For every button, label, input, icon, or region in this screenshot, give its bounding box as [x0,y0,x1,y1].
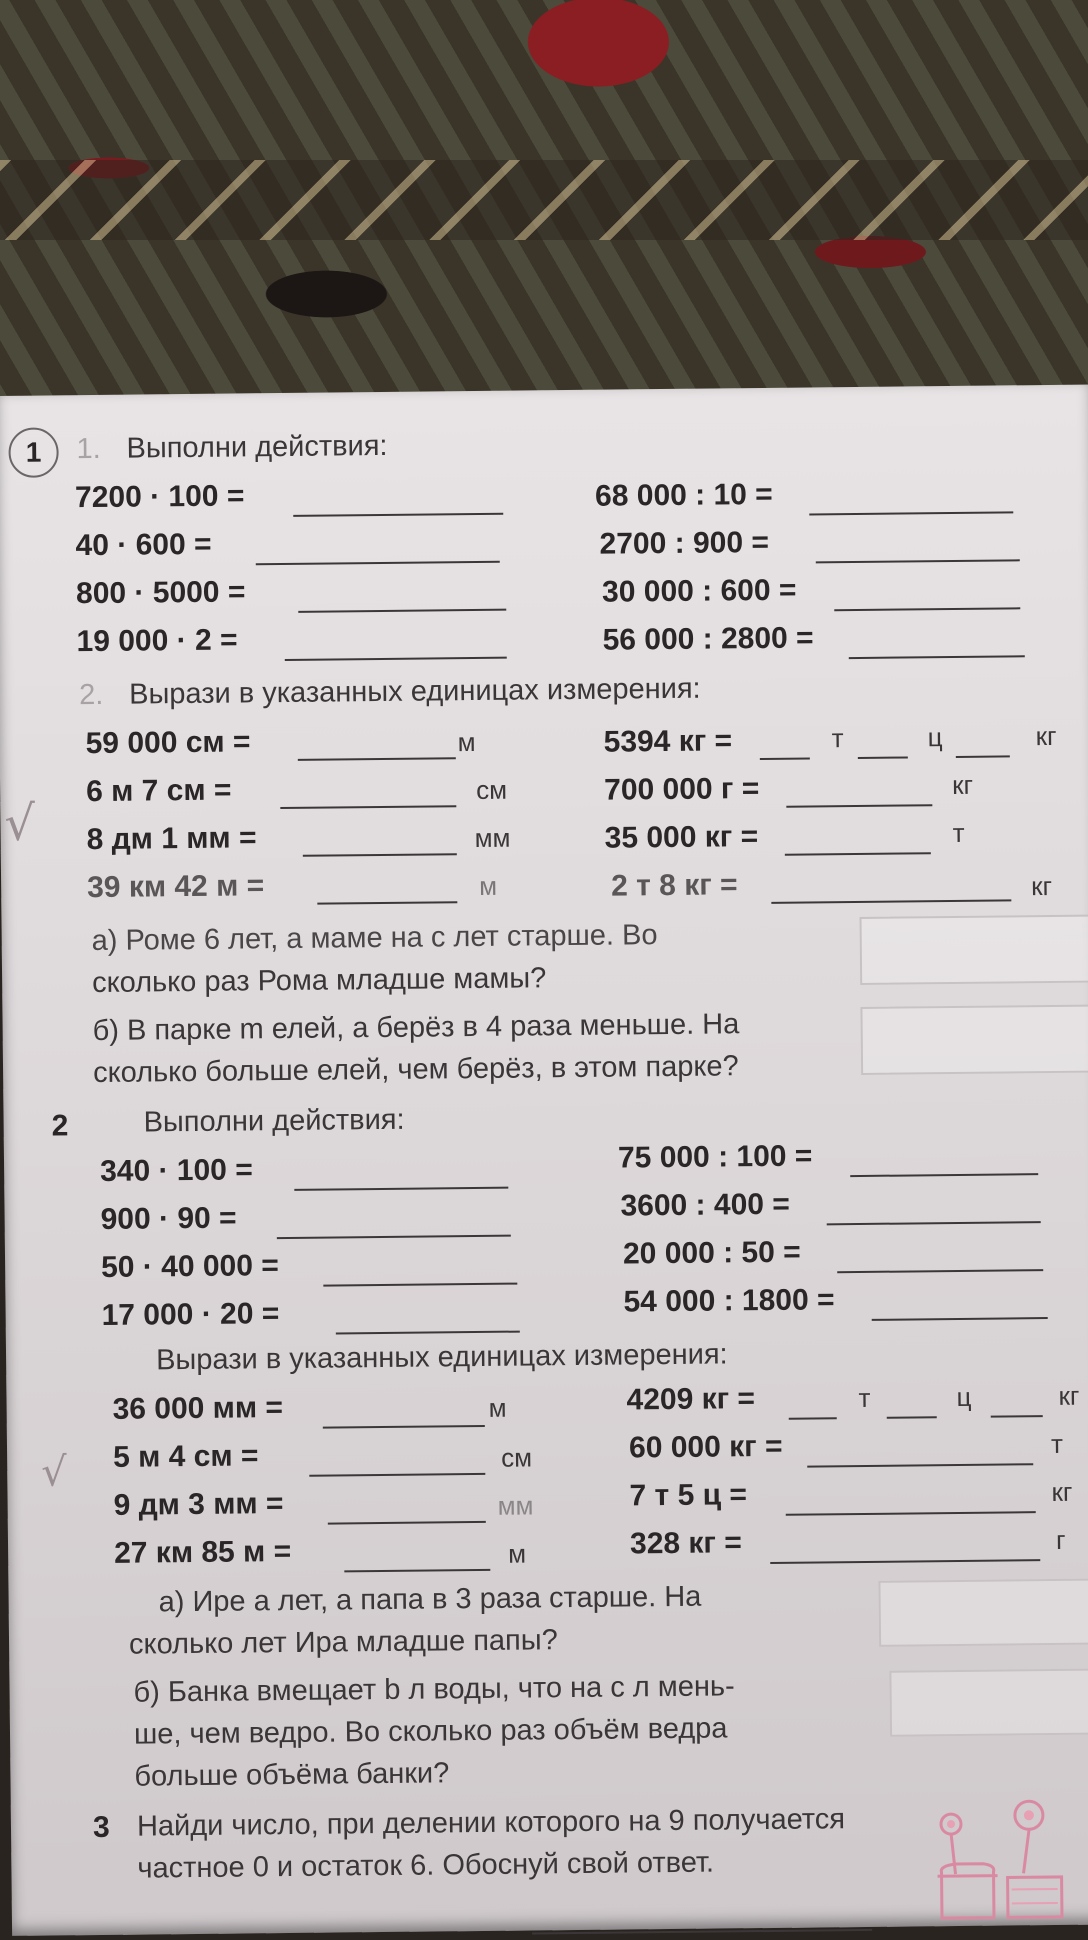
answer-line[interactable] [827,1221,1041,1225]
answer-line[interactable] [837,1269,1043,1273]
s3-line-2: частное 0 и остаток 6. Обоснуй свой ответ. [137,1846,715,1885]
answer-line[interactable] [809,511,1013,515]
s2-t1-right-0: 75 000 : 100 = [617,1139,813,1175]
unit-label: м [488,1392,507,1423]
answer-line[interactable] [770,1559,1040,1564]
unit-label: кг [1058,1380,1080,1411]
answer-line[interactable] [771,899,1011,904]
s2-task-3b-line-2: ше, чем ведро. Во сколько раз объём ведра [133,1712,728,1751]
s1-t1-right-0: 68 000 : 10 = [594,477,773,513]
s2-t1-right-1: 3600 : 400 = [620,1187,790,1223]
unit-label: м [457,726,476,758]
answer-line[interactable] [323,1283,517,1287]
answer-line[interactable] [789,1417,837,1420]
task-3a-line-2: сколько раз Рома младше мамы? [91,962,547,1000]
unit-label: т [831,723,844,754]
section-1-badge: 1 [8,427,59,478]
task-3a-line-1: а) Роме 6 лет, а маме на с лет старше. Во [91,919,658,958]
unit-label: кг [1031,870,1053,902]
answer-line[interactable] [760,757,810,760]
answer-line[interactable] [298,609,506,613]
answer-line[interactable] [786,804,932,808]
s2-task-3b-line-3: больше объёма банки? [134,1757,450,1793]
answer-line[interactable] [991,1415,1043,1418]
answer-line[interactable] [532,1929,872,1935]
task-2-number: 2. [78,678,104,712]
answer-line[interactable] [309,1473,485,1477]
s2-task-2-title: Вырази в указанных единицах измерения: [155,1338,728,1377]
answer-line[interactable] [298,757,456,761]
s2-t2-left-3: 27 км 85 м = [113,1534,292,1570]
s1-t2-right-1: 700 000 г = [603,772,760,807]
answer-line[interactable] [323,1425,485,1429]
answer-line[interactable] [785,852,931,856]
s1-t1-left-3: 19 000 · 2 = [76,623,238,659]
unit-label: м [479,870,498,901]
answer-line[interactable] [293,513,503,517]
s1-t2-left-3: 39 км 42 м = [86,869,265,905]
s1-t1-right-3: 56 000 : 2800 = [602,621,814,657]
task-3b-line-2: сколько больше елей, чем берёз, в этом парке? [92,1050,739,1090]
unit-label: кг [1051,1476,1073,1508]
unit-label: ц [956,1381,972,1412]
s2-t2-left-1: 5 м 4 см = [112,1439,259,1474]
s1-t2-left-2: 8 дм 1 мм = [86,821,257,857]
unit-label: мм [497,1490,534,1521]
s1-t1-left-1: 40 · 600 = [75,527,212,563]
s2-t2-right-2: 7 т 5 ц = [629,1478,748,1513]
s2-t2-right-1: 60 000 кг = [628,1429,783,1465]
s2-t1-right-2: 20 000 : 50 = [622,1235,801,1271]
s1-t2-right-2: 35 000 кг = [604,820,759,855]
task-1-number: 1. [76,432,101,466]
unit-label: кг [951,769,974,801]
s2-t2-right-3: 328 кг = [629,1526,742,1561]
answer-box[interactable] [878,1578,1088,1646]
answer-line[interactable] [277,1235,511,1239]
answer-box[interactable] [889,1668,1088,1736]
unit-label: г [1055,1524,1066,1555]
s1-t2-right-3: 2 т 8 кг = [610,868,738,903]
s2-t1-left-0: 340 · 100 = [99,1153,253,1188]
unit-label: мм [474,822,511,854]
s2-task-3a-line-2: сколько лет Ира младше папы? [128,1624,558,1661]
unit-label: м [507,1538,527,1569]
answer-line[interactable] [786,1511,1036,1516]
answer-line[interactable] [834,607,1020,611]
unit-label: т [858,1382,871,1414]
answer-line[interactable] [850,1173,1038,1177]
s1-t1-right-2: 30 000 : 600 = [601,573,797,609]
answer-line[interactable] [328,1521,486,1525]
answer-line[interactable] [858,756,908,759]
s1-t1-right-1: 2700 : 900 = [599,525,770,561]
answer-line[interactable] [336,1331,520,1335]
answer-line[interactable] [285,657,507,661]
s3-line-1: Найди число, при делении которого на 9 получается [136,1803,846,1843]
answer-line[interactable] [344,1569,490,1573]
unit-label: т [952,817,965,849]
task-3b-line-1: б) В парке m елей, а берёз в 4 раза меньше. На [92,1008,740,1048]
carpet-background [0,0,1088,420]
unit-label: кг [1035,720,1057,752]
s2-t2-left-0: 36 000 мм = [112,1391,284,1426]
s2-t1-left-2: 50 · 40 000 = [100,1249,279,1284]
s1-t1-left-0: 7200 · 100 = [74,479,245,515]
unit-label: см [500,1442,533,1473]
worksheet-page [0,385,1088,1936]
unit-label: т [1050,1428,1064,1460]
answer-line[interactable] [849,655,1025,659]
check-mark-icon: √ [4,795,36,852]
check-mark-icon: √ [41,1449,68,1496]
section-2-badge: 2 [51,1109,69,1143]
answer-line[interactable] [280,805,456,809]
s2-t1-left-1: 900 · 90 = [100,1201,237,1236]
answer-line[interactable] [807,1463,1033,1467]
carpet-pattern-band [0,160,1088,240]
answer-line[interactable] [816,559,1020,563]
unit-label: см [475,774,508,805]
s1-t2-left-1: 6 м 7 см = [85,773,232,809]
s2-task-3b-line-1: б) Банка вмещает b л воды, что на с л мень- [133,1670,735,1709]
s1-t1-left-2: 800 · 5000 = [75,575,246,611]
flower-jar-icon [911,1793,1088,1925]
answer-line[interactable] [317,901,457,904]
s2-t2-right-0: 4209 кг = [626,1382,756,1417]
task-2-title: Вырази в указанных единицах измерения: [128,672,701,711]
answer-line[interactable] [303,853,457,857]
answer-line[interactable] [256,561,500,566]
answer-box[interactable] [860,1004,1088,1075]
answer-box[interactable] [860,914,1088,985]
answer-line[interactable] [872,1317,1048,1321]
answer-line[interactable] [887,1416,937,1419]
s2-task-3a-line-1: а) Ире a лет, а папа в 3 раза старше. На [158,1580,702,1619]
s2-t1-right-3: 54 000 : 1800 = [623,1283,835,1319]
answer-line[interactable] [294,1187,508,1191]
s2-t2-left-2: 9 дм 3 мм = [113,1487,284,1522]
task-1-title: Выполни действия: [126,429,388,465]
answer-line[interactable] [956,755,1010,758]
section-3-badge: 3 [92,1810,110,1845]
unit-label: ц [927,722,943,753]
s2-t1-left-3: 17 000 · 20 = [101,1297,280,1332]
s1-t2-left-0: 59 000 см = [85,725,251,761]
s1-t2-right-0: 5394 кг = [603,724,733,759]
s2-task-1-title: Выполни действия: [143,1103,405,1139]
